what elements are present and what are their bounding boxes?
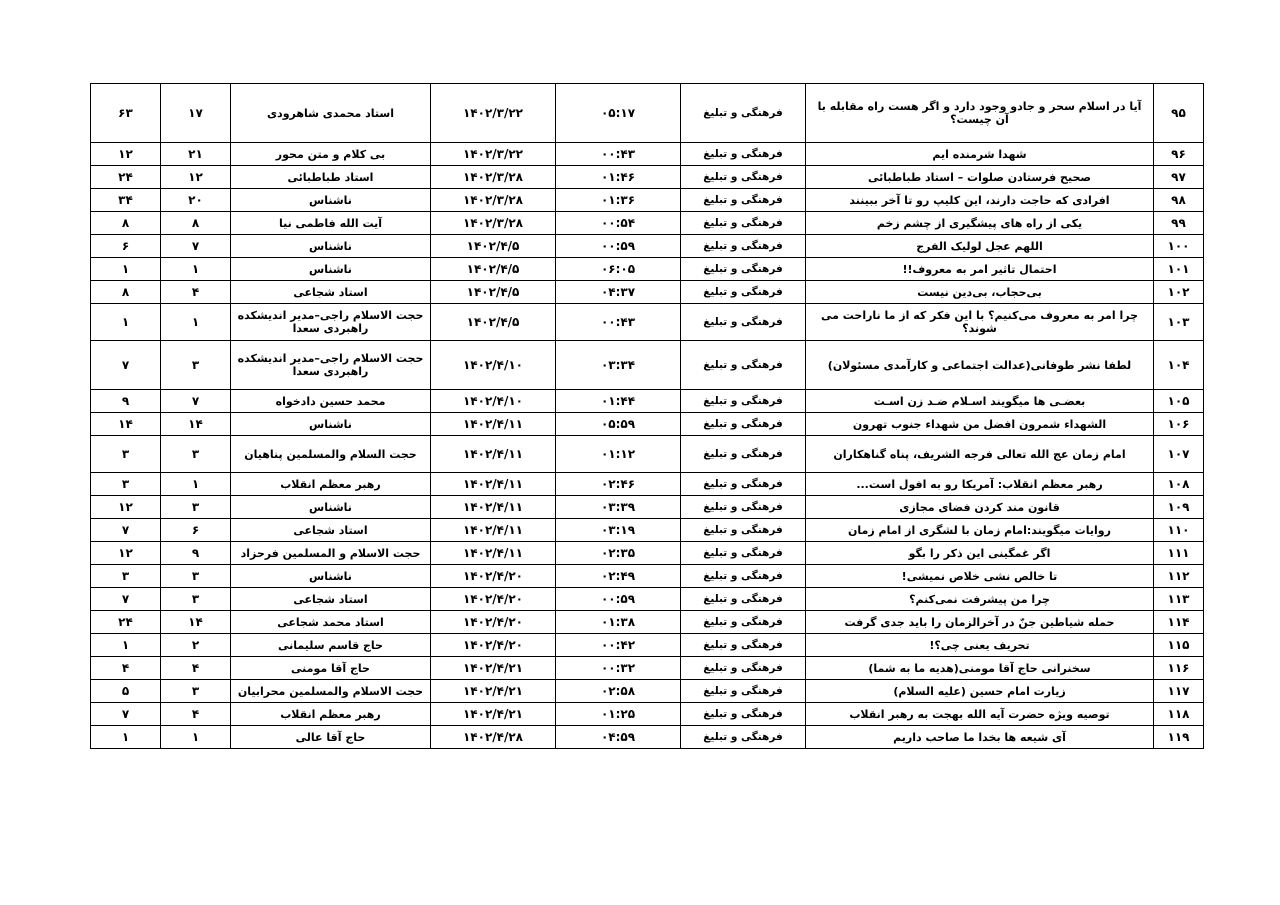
video-list-table bbox=[90, 83, 1204, 749]
table-row bbox=[91, 235, 1204, 258]
duration-cell: ۰۰:۵۴ bbox=[556, 212, 681, 235]
duration-cell: ۰۰:۵۹ bbox=[556, 235, 681, 258]
speaker-cell: حجت الاسلام راجی–مدیر اندیشکده راهبردی سعدا bbox=[231, 304, 431, 341]
category-cell: فرهنگی و تبلیغ bbox=[681, 212, 806, 235]
date-cell: ۱۴۰۲/۴/۲۰ bbox=[431, 565, 556, 588]
count-cell-a: ۴ bbox=[161, 281, 231, 304]
category-cell: فرهنگی و تبلیغ bbox=[681, 588, 806, 611]
table-row bbox=[91, 657, 1204, 680]
table-row bbox=[91, 611, 1204, 634]
row-number: ۱۱۱ bbox=[1154, 542, 1204, 565]
speaker-cell: حجت السلام والمسلمین پناهیان bbox=[231, 436, 431, 473]
count-cell-b: ۱۴ bbox=[91, 413, 161, 436]
row-number: ۱۰۵ bbox=[1154, 390, 1204, 413]
count-cell-b: ۸ bbox=[91, 212, 161, 235]
title-cell: زیارت امام حسین (علیه السلام) bbox=[806, 680, 1154, 703]
table-body bbox=[91, 84, 1204, 749]
duration-cell: ۰۰:۳۲ bbox=[556, 657, 681, 680]
date-cell: ۱۴۰۲/۴/۵ bbox=[431, 304, 556, 341]
row-number: ۱۱۲ bbox=[1154, 565, 1204, 588]
duration-cell: ۰۲:۴۶ bbox=[556, 473, 681, 496]
speaker-cell: استاد طباطبائی bbox=[231, 166, 431, 189]
table-row bbox=[91, 519, 1204, 542]
row-number: ۱۱۵ bbox=[1154, 634, 1204, 657]
duration-cell: ۰۵:۱۷ bbox=[556, 84, 681, 143]
title-cell: امام زمان عج الله تعالی فرجه الشریف، پناه گناهکاران bbox=[806, 436, 1154, 473]
duration-cell: ۰۰:۴۳ bbox=[556, 143, 681, 166]
count-cell-a: ۱ bbox=[161, 726, 231, 749]
count-cell-a: ۲۰ bbox=[161, 189, 231, 212]
title-cell: الشهداء شمرون افضل من شهداء جنوب تهرون bbox=[806, 413, 1154, 436]
count-cell-a: ۴ bbox=[161, 657, 231, 680]
date-cell: ۱۴۰۲/۴/۲۰ bbox=[431, 634, 556, 657]
count-cell-b: ۴ bbox=[91, 657, 161, 680]
row-number: ۱۱۸ bbox=[1154, 703, 1204, 726]
count-cell-b: ۱۲ bbox=[91, 143, 161, 166]
row-number: ۱۱۶ bbox=[1154, 657, 1204, 680]
title-cell: احتمال تاثیر امر به معروف!! bbox=[806, 258, 1154, 281]
table-row bbox=[91, 703, 1204, 726]
duration-cell: ۰۴:۳۷ bbox=[556, 281, 681, 304]
count-cell-b: ۱ bbox=[91, 304, 161, 341]
table-row bbox=[91, 542, 1204, 565]
category-cell: فرهنگی و تبلیغ bbox=[681, 542, 806, 565]
count-cell-b: ۷ bbox=[91, 519, 161, 542]
row-number: ۱۱۳ bbox=[1154, 588, 1204, 611]
table-row bbox=[91, 189, 1204, 212]
table-row bbox=[91, 473, 1204, 496]
speaker-cell: حاج آقا عالی bbox=[231, 726, 431, 749]
count-cell-b: ۳ bbox=[91, 565, 161, 588]
date-cell: ۱۴۰۲/۳/۲۲ bbox=[431, 84, 556, 143]
date-cell: ۱۴۰۲/۴/۱۱ bbox=[431, 542, 556, 565]
speaker-cell: استاد محمد شجاعی bbox=[231, 611, 431, 634]
count-cell-a: ۳ bbox=[161, 496, 231, 519]
speaker-cell: آیت الله فاطمی نیا bbox=[231, 212, 431, 235]
count-cell-b: ۷ bbox=[91, 588, 161, 611]
duration-cell: ۰۶:۰۵ bbox=[556, 258, 681, 281]
count-cell-a: ۸ bbox=[161, 212, 231, 235]
speaker-cell: حجت الاسلام و المسلمین فرحزاد bbox=[231, 542, 431, 565]
category-cell: فرهنگی و تبلیغ bbox=[681, 703, 806, 726]
count-cell-a: ۱ bbox=[161, 304, 231, 341]
count-cell-a: ۳ bbox=[161, 565, 231, 588]
speaker-cell: رهبر معظم انقلاب bbox=[231, 473, 431, 496]
date-cell: ۱۴۰۲/۳/۲۸ bbox=[431, 212, 556, 235]
date-cell: ۱۴۰۲/۴/۱۱ bbox=[431, 496, 556, 519]
row-number: ۹۹ bbox=[1154, 212, 1204, 235]
category-cell: فرهنگی و تبلیغ bbox=[681, 235, 806, 258]
category-cell: فرهنگی و تبلیغ bbox=[681, 634, 806, 657]
count-cell-b: ۸ bbox=[91, 281, 161, 304]
speaker-cell: حجت الاسلام راجی–مدیر اندیشکده راهبردی سعدا bbox=[231, 341, 431, 390]
duration-cell: ۰۵:۵۹ bbox=[556, 413, 681, 436]
title-cell: بعضـی ها میگویند اسـلام ضـد زن اسـت bbox=[806, 390, 1154, 413]
table-row bbox=[91, 84, 1204, 143]
row-number: ۱۰۲ bbox=[1154, 281, 1204, 304]
table-row bbox=[91, 680, 1204, 703]
speaker-cell: ناشناس bbox=[231, 413, 431, 436]
row-number: ۱۱۷ bbox=[1154, 680, 1204, 703]
date-cell: ۱۴۰۲/۴/۵ bbox=[431, 258, 556, 281]
category-cell: فرهنگی و تبلیغ bbox=[681, 304, 806, 341]
speaker-cell: ناشناس bbox=[231, 496, 431, 519]
count-cell-b: ۱ bbox=[91, 726, 161, 749]
row-number: ۹۷ bbox=[1154, 166, 1204, 189]
speaker-cell: محمد حسین دادخواه bbox=[231, 390, 431, 413]
row-number: ۱۰۹ bbox=[1154, 496, 1204, 519]
count-cell-b: ۲۴ bbox=[91, 611, 161, 634]
title-cell: چرا امر به معروف می‌کنیم؟ با این فکر که از ما ناراحت می شوند؟ bbox=[806, 304, 1154, 341]
row-number: ۱۰۴ bbox=[1154, 341, 1204, 390]
row-number: ۱۰۸ bbox=[1154, 473, 1204, 496]
category-cell: فرهنگی و تبلیغ bbox=[681, 166, 806, 189]
row-number: ۱۰۶ bbox=[1154, 413, 1204, 436]
category-cell: فرهنگی و تبلیغ bbox=[681, 341, 806, 390]
row-number: ۱۰۱ bbox=[1154, 258, 1204, 281]
count-cell-a: ۱۴ bbox=[161, 413, 231, 436]
category-cell: فرهنگی و تبلیغ bbox=[681, 473, 806, 496]
title-cell: اللهم عجل لولیک الفرج bbox=[806, 235, 1154, 258]
title-cell: صحیح فرستادن صلوات – استاد طباطبائی bbox=[806, 166, 1154, 189]
date-cell: ۱۴۰۲/۳/۲۸ bbox=[431, 166, 556, 189]
speaker-cell: ناشناس bbox=[231, 258, 431, 281]
count-cell-b: ۶ bbox=[91, 235, 161, 258]
category-cell: فرهنگی و تبلیغ bbox=[681, 413, 806, 436]
title-cell: رهبر معظم انقلاب: آمریکا رو به افول است... bbox=[806, 473, 1154, 496]
title-cell: حمله شیاطین جنّ در آخرالزمان را باید جدی گرفت bbox=[806, 611, 1154, 634]
date-cell: ۱۴۰۲/۴/۱۱ bbox=[431, 436, 556, 473]
count-cell-a: ۲۱ bbox=[161, 143, 231, 166]
duration-cell: ۰۱:۴۶ bbox=[556, 166, 681, 189]
document-page bbox=[90, 83, 1203, 749]
count-cell-a: ۱۷ bbox=[161, 84, 231, 143]
date-cell: ۱۴۰۲/۴/۲۱ bbox=[431, 680, 556, 703]
date-cell: ۱۴۰۲/۴/۲۱ bbox=[431, 657, 556, 680]
date-cell: ۱۴۰۲/۴/۵ bbox=[431, 281, 556, 304]
count-cell-b: ۳ bbox=[91, 473, 161, 496]
count-cell-a: ۲ bbox=[161, 634, 231, 657]
speaker-cell: استاد شجاعی bbox=[231, 281, 431, 304]
speaker-cell: بی کلام و متن محور bbox=[231, 143, 431, 166]
category-cell: فرهنگی و تبلیغ bbox=[681, 436, 806, 473]
row-number: ۱۱۴ bbox=[1154, 611, 1204, 634]
duration-cell: ۰۲:۴۹ bbox=[556, 565, 681, 588]
category-cell: فرهنگی و تبلیغ bbox=[681, 281, 806, 304]
category-cell: فرهنگی و تبلیغ bbox=[681, 496, 806, 519]
count-cell-b: ۳ bbox=[91, 436, 161, 473]
category-cell: فرهنگی و تبلیغ bbox=[681, 726, 806, 749]
count-cell-b: ۱۲ bbox=[91, 496, 161, 519]
duration-cell: ۰۰:۵۹ bbox=[556, 588, 681, 611]
category-cell: فرهنگی و تبلیغ bbox=[681, 258, 806, 281]
category-cell: فرهنگی و تبلیغ bbox=[681, 611, 806, 634]
count-cell-b: ۷ bbox=[91, 703, 161, 726]
speaker-cell: استاد شجاعی bbox=[231, 588, 431, 611]
date-cell: ۱۴۰۲/۴/۱۰ bbox=[431, 341, 556, 390]
row-number: ۹۸ bbox=[1154, 189, 1204, 212]
date-cell: ۱۴۰۲/۴/۱۱ bbox=[431, 413, 556, 436]
category-cell: فرهنگی و تبلیغ bbox=[681, 657, 806, 680]
duration-cell: ۰۱:۴۴ bbox=[556, 390, 681, 413]
count-cell-b: ۷ bbox=[91, 341, 161, 390]
duration-cell: ۰۱:۱۲ bbox=[556, 436, 681, 473]
table-row bbox=[91, 588, 1204, 611]
count-cell-b: ۳۴ bbox=[91, 189, 161, 212]
date-cell: ۱۴۰۲/۴/۵ bbox=[431, 235, 556, 258]
title-cell: چرا من پیشرفت نمی‌کنم؟ bbox=[806, 588, 1154, 611]
table-row bbox=[91, 390, 1204, 413]
category-cell: فرهنگی و تبلیغ bbox=[681, 84, 806, 143]
count-cell-b: ۱ bbox=[91, 634, 161, 657]
count-cell-a: ۱۲ bbox=[161, 166, 231, 189]
count-cell-a: ۷ bbox=[161, 390, 231, 413]
date-cell: ۱۴۰۲/۳/۲۸ bbox=[431, 189, 556, 212]
count-cell-b: ۱ bbox=[91, 258, 161, 281]
count-cell-a: ۱۴ bbox=[161, 611, 231, 634]
count-cell-b: ۲۴ bbox=[91, 166, 161, 189]
table-row bbox=[91, 436, 1204, 473]
title-cell: آی شیعه ها بخدا ما صاحب داریم bbox=[806, 726, 1154, 749]
row-number: ۱۱۰ bbox=[1154, 519, 1204, 542]
title-cell: افرادی که حاجت دارند، این کلیپ رو تا آخر ببینند bbox=[806, 189, 1154, 212]
row-number: ۹۶ bbox=[1154, 143, 1204, 166]
title-cell: بی‌حجاب، بی‌دین نیست bbox=[806, 281, 1154, 304]
category-cell: فرهنگی و تبلیغ bbox=[681, 390, 806, 413]
table-row bbox=[91, 341, 1204, 390]
count-cell-a: ۴ bbox=[161, 703, 231, 726]
title-cell: روایات میگویند:امام زمان با لشگری از امام زمان bbox=[806, 519, 1154, 542]
date-cell: ۱۴۰۲/۴/۲۰ bbox=[431, 611, 556, 634]
count-cell-a: ۷ bbox=[161, 235, 231, 258]
title-cell: تا خالص نشی خلاص نمیشی! bbox=[806, 565, 1154, 588]
title-cell: یکی از راه های پیشگیری از چشم زخم bbox=[806, 212, 1154, 235]
speaker-cell: استاد شجاعی bbox=[231, 519, 431, 542]
category-cell: فرهنگی و تبلیغ bbox=[681, 143, 806, 166]
title-cell: قانون مند کردن فضای مجازی bbox=[806, 496, 1154, 519]
row-number: ۱۰۰ bbox=[1154, 235, 1204, 258]
row-number: ۱۰۷ bbox=[1154, 436, 1204, 473]
table-row bbox=[91, 166, 1204, 189]
table-row bbox=[91, 496, 1204, 519]
title-cell: تحریف یعنی چی؟! bbox=[806, 634, 1154, 657]
count-cell-b: ۶۳ bbox=[91, 84, 161, 143]
speaker-cell: حاج آقا مومنی bbox=[231, 657, 431, 680]
row-number: ۱۰۳ bbox=[1154, 304, 1204, 341]
speaker-cell: رهبر معظم انقلاب bbox=[231, 703, 431, 726]
table-row bbox=[91, 212, 1204, 235]
speaker-cell: ناشناس bbox=[231, 235, 431, 258]
table-row bbox=[91, 304, 1204, 341]
date-cell: ۱۴۰۲/۳/۲۲ bbox=[431, 143, 556, 166]
duration-cell: ۰۳:۳۴ bbox=[556, 341, 681, 390]
count-cell-b: ۱۲ bbox=[91, 542, 161, 565]
count-cell-a: ۱ bbox=[161, 258, 231, 281]
count-cell-a: ۳ bbox=[161, 588, 231, 611]
row-number: ۱۱۹ bbox=[1154, 726, 1204, 749]
duration-cell: ۰۱:۳۸ bbox=[556, 611, 681, 634]
category-cell: فرهنگی و تبلیغ bbox=[681, 565, 806, 588]
speaker-cell: حاج قاسم سلیمانی bbox=[231, 634, 431, 657]
date-cell: ۱۴۰۲/۴/۱۱ bbox=[431, 473, 556, 496]
count-cell-b: ۹ bbox=[91, 390, 161, 413]
title-cell: اگر غمگینی این ذکر را بگو bbox=[806, 542, 1154, 565]
category-cell: فرهنگی و تبلیغ bbox=[681, 680, 806, 703]
duration-cell: ۰۲:۵۸ bbox=[556, 680, 681, 703]
speaker-cell: ناشناس bbox=[231, 565, 431, 588]
category-cell: فرهنگی و تبلیغ bbox=[681, 189, 806, 212]
date-cell: ۱۴۰۲/۴/۱۱ bbox=[431, 519, 556, 542]
speaker-cell: حجت الاسلام والمسلمین محرابیان bbox=[231, 680, 431, 703]
count-cell-a: ۳ bbox=[161, 680, 231, 703]
title-cell: سخنرانی حاج آقا مومنی(هدیه ما به شما) bbox=[806, 657, 1154, 680]
duration-cell: ۰۰:۴۳ bbox=[556, 304, 681, 341]
date-cell: ۱۴۰۲/۴/۲۱ bbox=[431, 703, 556, 726]
duration-cell: ۰۳:۱۹ bbox=[556, 519, 681, 542]
table-row bbox=[91, 565, 1204, 588]
title-cell: آیا در اسلام سحر و جادو وجود دارد و اگر هست راه مقابله با آن چیست؟ bbox=[806, 84, 1154, 143]
count-cell-a: ۳ bbox=[161, 341, 231, 390]
date-cell: ۱۴۰۲/۴/۲۸ bbox=[431, 726, 556, 749]
category-cell: فرهنگی و تبلیغ bbox=[681, 519, 806, 542]
count-cell-b: ۵ bbox=[91, 680, 161, 703]
count-cell-a: ۹ bbox=[161, 542, 231, 565]
duration-cell: ۰۴:۵۹ bbox=[556, 726, 681, 749]
duration-cell: ۰۳:۳۹ bbox=[556, 496, 681, 519]
count-cell-a: ۳ bbox=[161, 436, 231, 473]
speaker-cell: ناشناس bbox=[231, 189, 431, 212]
date-cell: ۱۴۰۲/۴/۱۰ bbox=[431, 390, 556, 413]
table-row bbox=[91, 143, 1204, 166]
count-cell-a: ۶ bbox=[161, 519, 231, 542]
count-cell-a: ۱ bbox=[161, 473, 231, 496]
table-row bbox=[91, 281, 1204, 304]
duration-cell: ۰۱:۳۶ bbox=[556, 189, 681, 212]
date-cell: ۱۴۰۲/۴/۲۰ bbox=[431, 588, 556, 611]
title-cell: لطفا نشر طوفانی(عدالت اجتماعی و کارآمدی مسئولان) bbox=[806, 341, 1154, 390]
title-cell: شهدا شرمنده ایم bbox=[806, 143, 1154, 166]
table-row bbox=[91, 258, 1204, 281]
speaker-cell: استاد محمدی شاهرودی bbox=[231, 84, 431, 143]
duration-cell: ۰۱:۲۵ bbox=[556, 703, 681, 726]
duration-cell: ۰۰:۴۲ bbox=[556, 634, 681, 657]
row-number: ۹۵ bbox=[1154, 84, 1204, 143]
table-row bbox=[91, 634, 1204, 657]
table-row bbox=[91, 726, 1204, 749]
duration-cell: ۰۲:۳۵ bbox=[556, 542, 681, 565]
title-cell: توصیه ویژه حضرت آیه الله بهجت به رهبر انقلاب bbox=[806, 703, 1154, 726]
table-row bbox=[91, 413, 1204, 436]
